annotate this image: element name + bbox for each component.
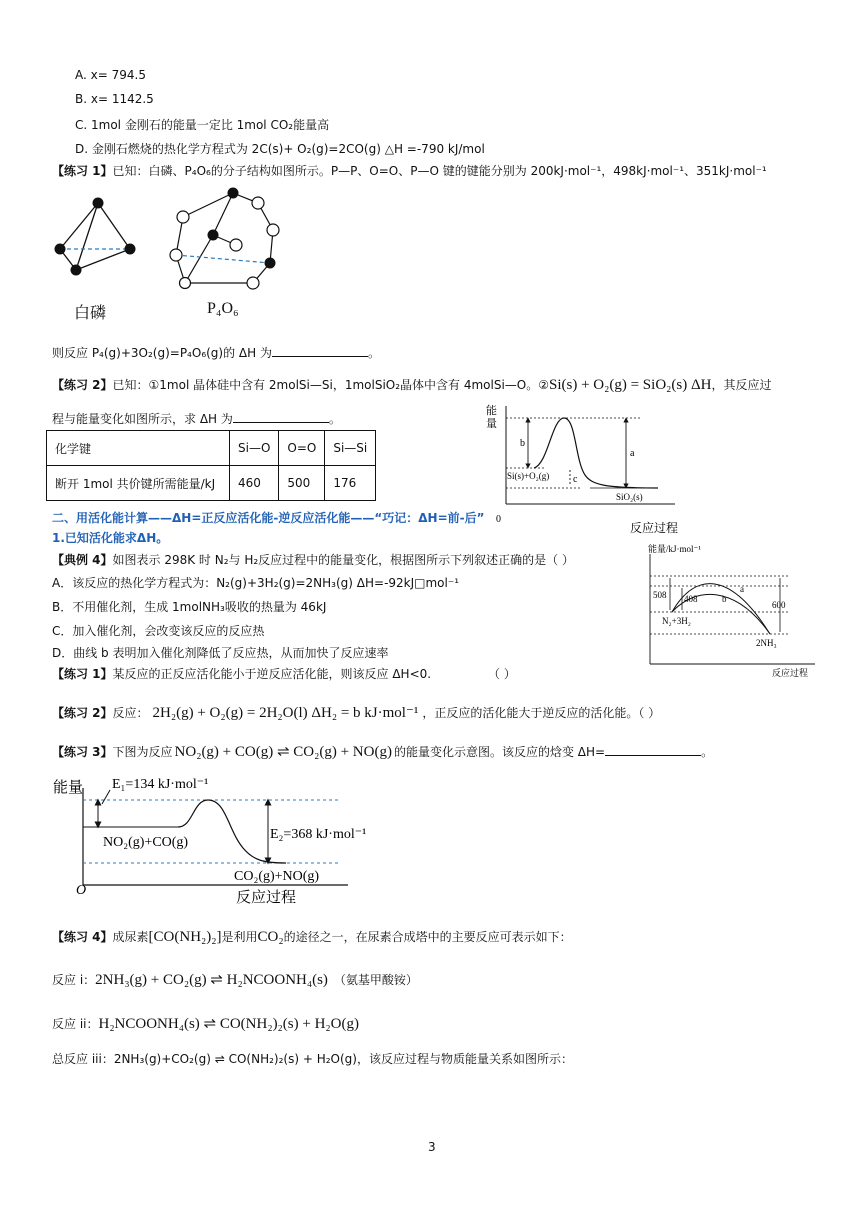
- exercise-text: 已知：①1mol 晶体硅中含有 2molSi—Si，1molSiO₂晶体中含有 4molSi—O。②: [112, 378, 549, 392]
- nh3-508: 508: [653, 590, 667, 600]
- answer-blank[interactable]: [605, 743, 701, 756]
- no2-reactants: NO₂(g)+CO(g): [103, 835, 189, 850]
- answer-paren[interactable]: （ ）: [488, 667, 516, 681]
- si-ylabel-2: 量: [486, 418, 497, 430]
- no2-ylabel: 能量: [53, 780, 84, 796]
- si-origin: 0: [496, 514, 501, 525]
- page-number: 3: [428, 1140, 436, 1154]
- exercise-2-stem: [52, 376, 771, 394]
- label-p4o6: P₄O₆: [207, 300, 239, 317]
- table-row: [47, 431, 376, 466]
- nh3-reactants: N₂+3H₂: [662, 616, 691, 626]
- nh3-label-b: b: [722, 594, 727, 604]
- option-a: A. x= 794.5: [75, 68, 146, 82]
- label-white-phosphorus: 白磷: [74, 303, 107, 322]
- exercise-text: 如图表示 298K 时 N₂与 H₂反应过程中的能量变化，根据图所示下列叙述正确的是（ ）: [112, 553, 575, 567]
- punct: 。: [367, 346, 380, 360]
- section-subtitle: 1.已知活化能求ΔH。: [52, 531, 169, 545]
- equation: 2H₂(g) + O₂(g) = 2H₂O(l) ΔH₂ = b kJ·mol⁻¹: [152, 705, 419, 721]
- question-text: 则反应 P₄(g)+3O₂(g)=P₄O₆(g)的 ΔH 为: [52, 346, 272, 360]
- no2-origin: O: [76, 883, 87, 898]
- punct: 。: [328, 412, 341, 426]
- equation: H₂NCOONH₄(s) ⇌ CO(NH₂)₂(s) + H₂O(g): [98, 1016, 359, 1032]
- no2-xlabel: 反应过程: [236, 890, 297, 906]
- table-header: Si—Si: [325, 431, 376, 466]
- white-phosphorus-molecule: [55, 198, 136, 276]
- no2-products: CO₂(g)+NO(g): [234, 869, 320, 884]
- exercise-tag: 【练习 2】: [52, 378, 113, 392]
- exercise-text: 是利用: [221, 930, 258, 944]
- no2-co-energy-diagram: [48, 770, 408, 910]
- exercise-tag: 【练习 1】: [52, 164, 113, 178]
- exercise-a2: [52, 703, 660, 722]
- si-label-a: a: [630, 448, 635, 459]
- table-cell: 500: [279, 466, 325, 501]
- exercise-tag: 【练习 2】: [52, 706, 113, 720]
- no2-e2: E₂=368 kJ·mol⁻¹: [270, 827, 367, 842]
- exercise-text: 反应：: [112, 706, 149, 720]
- no2-e1: E₁=134 kJ·mol⁻¹: [112, 777, 209, 792]
- question-text: 程与能量变化如图所示，求 ΔH 为: [52, 412, 233, 426]
- urea-formula: [CO(NH₂)₂]: [148, 929, 222, 945]
- typical-4-option-d: D．曲线 b 表明加入催化剂降低了反应热，从而加快了反应速率: [52, 646, 389, 660]
- p4o6-molecule: [170, 188, 279, 290]
- table-cell: 断开 1mol 共价键所需能量/kJ: [47, 466, 230, 501]
- exercise-text: 的能量变化示意图。该反应的焓变 ΔH=: [393, 745, 606, 759]
- nh3-energy-diagram: [640, 542, 820, 682]
- nh3-ylabel: 能量/kJ·mol⁻¹: [648, 544, 701, 554]
- si-product: SiO₂(s): [616, 492, 643, 502]
- typical-4-stem: [52, 551, 574, 568]
- exercise-text: 成尿素: [112, 930, 149, 944]
- reaction-label: 反应 ii：: [52, 1017, 99, 1031]
- typical-4-option-c: C．加入催化剂，会改变该反应的反应热: [52, 624, 265, 638]
- exercise-text: ，正反应的活化能大于逆反应的活化能。（ ）: [422, 706, 661, 720]
- option-c: C. 1mol 金刚石的能量一定比 1mol CO₂能量高: [75, 118, 330, 132]
- exercise-text: 某反应的正反应活化能小于逆反应活化能，则该反应 ΔH<0.: [112, 667, 432, 681]
- table-cell: 176: [325, 466, 376, 501]
- si-reactants: Si(s)+O₂(g): [507, 471, 550, 481]
- equation: NO₂(g) + CO(g) ⇌ CO₂(g) + NO(g): [174, 744, 392, 760]
- si-energy-diagram: [480, 400, 690, 535]
- table-cell: 460: [230, 466, 279, 501]
- table-header: O=O: [279, 431, 325, 466]
- nh3-product: 2NH₃: [756, 638, 777, 648]
- typical-4-option-a: A．该反应的热化学方程式为：N₂(g)+3H₂(g)=2NH₃(g) ΔH=-92kJ□mol⁻¹: [52, 576, 459, 590]
- answer-blank[interactable]: [272, 344, 368, 357]
- exercise-a3: [52, 742, 713, 761]
- equation: Si(s) + O₂(g) = SiO₂(s) ΔH: [549, 377, 712, 393]
- exercise-tag: 【练习 3】: [52, 745, 113, 759]
- exercise-tag: 【练习 4】: [52, 930, 113, 944]
- si-ylabel-1: 能: [486, 405, 497, 417]
- section-title: 二、用活化能计算——ΔH=正反应活化能-逆反应活化能——“巧记：ΔH=前-后”: [52, 511, 485, 525]
- punct: 。: [701, 745, 714, 759]
- exercise-tag: 【练习 1】: [52, 667, 113, 681]
- co2-formula: CO₂: [257, 929, 284, 945]
- table-header: 化学键: [47, 431, 230, 466]
- si-label-c: c: [573, 474, 578, 485]
- answer-blank[interactable]: [233, 410, 329, 423]
- bond-energy-table: [46, 430, 376, 501]
- nh3-xlabel: 反应过程: [772, 668, 809, 678]
- exercise-a4: [52, 928, 572, 946]
- equation: 2NH₃(g) + CO₂(g) ⇌ H₂NCOONH₄(s): [95, 972, 328, 988]
- si-xlabel: 反应过程: [630, 521, 679, 535]
- exercise-1-question: [52, 344, 380, 361]
- option-b: B. x= 1142.5: [75, 92, 154, 106]
- exercise-text: 下图为反应: [112, 745, 173, 759]
- reaction-i: [52, 970, 418, 989]
- exercise-1-stem: [52, 162, 767, 179]
- typical-4-option-b: B．不用催化剂，生成 1molNH₃吸收的热量为 46kJ: [52, 600, 327, 614]
- reaction-label: 反应 i：: [52, 973, 96, 987]
- nh3-408: 408: [684, 594, 698, 604]
- table-row: [47, 466, 376, 501]
- exercise-text: 已知：白磷、P₄O₆的分子结构如图所示。P—P、O=O、P—O 键的键能分别为 200kJ·mol⁻¹，498kJ·mol⁻¹、351kJ·mol⁻¹: [112, 164, 767, 178]
- reaction-note: （氨基甲酸铵）: [333, 973, 418, 987]
- reaction-ii: [52, 1014, 359, 1033]
- exercise-tag: 【典例 4】: [52, 553, 113, 567]
- reaction-iii: 总反应 iii：2NH₃(g)+CO₂(g) ⇌ CO(NH₂)₂(s) + H₂O(g)，该反应过程与物质能量关系如图所示：: [52, 1052, 573, 1066]
- table-header: Si—O: [230, 431, 279, 466]
- nh3-label-a: a: [740, 584, 744, 594]
- si-label-b: b: [520, 438, 525, 449]
- option-d: D. 金刚石燃烧的热化学方程式为 2C(s)+ O₂(g)=2CO(g) △H =-790 kJ/mol: [75, 142, 485, 156]
- exercise-a1: [52, 665, 431, 682]
- exercise-2-question: [52, 410, 341, 427]
- nh3-600: 600: [772, 600, 786, 610]
- exercise-text: ，其反应过: [711, 378, 772, 392]
- exercise-text: 的途径之一，在尿素合成塔中的主要反应可表示如下：: [283, 930, 572, 944]
